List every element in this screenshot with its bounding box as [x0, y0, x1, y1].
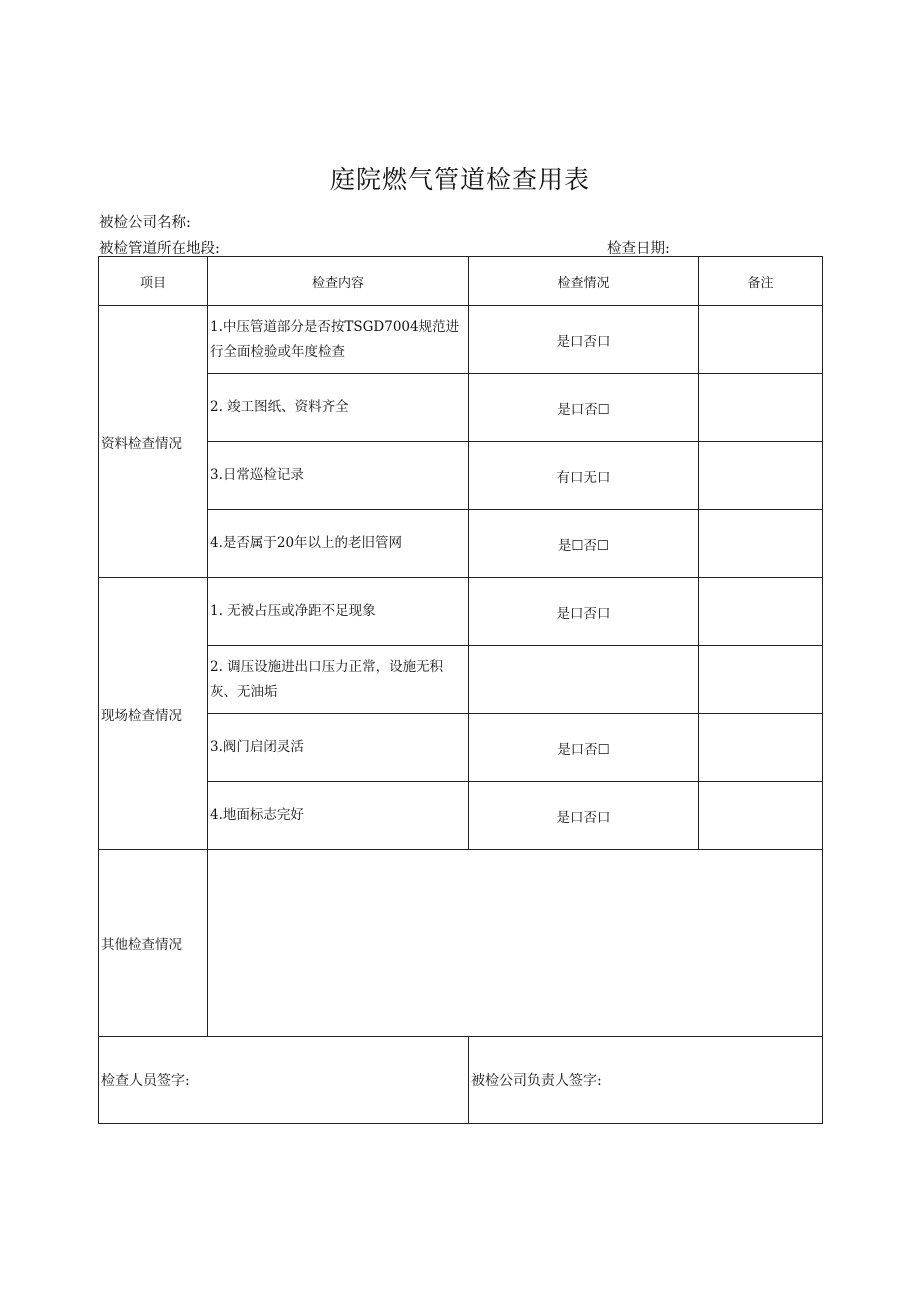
row-content: 1. 无被占压或净距不足现象 — [208, 578, 469, 646]
pipeline-location-label: 被检管道所在地段: — [99, 241, 220, 257]
other-inspection-row — [99, 850, 823, 1037]
row-remark[interactable] — [699, 646, 823, 714]
table-row — [99, 510, 823, 578]
table-row — [99, 714, 823, 782]
inspection-table — [98, 256, 823, 1124]
header-status: 检查情况 — [469, 257, 699, 306]
inspection-date-label: 检查日期: — [607, 241, 670, 257]
table-row — [99, 442, 823, 510]
row-content: 1.中压管道部分是否按TSGD7004规范进行全面检验或年度检查 — [208, 306, 469, 374]
row-content: 4.地面标志完好 — [208, 782, 469, 850]
row-status[interactable]: 是口否口 — [469, 306, 699, 374]
other-inspection-field[interactable] — [208, 850, 823, 1037]
row-remark[interactable] — [699, 306, 823, 374]
row-status[interactable]: 是☐否☐ — [469, 510, 699, 578]
header-item: 项目 — [99, 257, 208, 306]
header-remark: 备注 — [699, 257, 823, 306]
company-signature-label: 被检公司负责人签字: — [471, 1073, 602, 1089]
row-status[interactable]: 是口否☐ — [469, 714, 699, 782]
row-remark[interactable] — [699, 510, 823, 578]
row-remark[interactable] — [699, 578, 823, 646]
row-content: 4.是否属于20年以上的老旧管网 — [208, 510, 469, 578]
other-inspection-label: 其他检查情况 — [99, 850, 208, 1037]
row-remark[interactable] — [699, 714, 823, 782]
section-label-documents: 资料检查情况 — [99, 306, 208, 578]
table-row — [99, 374, 823, 442]
signature-row — [99, 1037, 823, 1124]
form-title: 庭院燃气管道检查用表 — [329, 165, 590, 194]
row-content: 3.阀门启闭灵活 — [208, 714, 469, 782]
row-content: 2. 调压设施进出口压力正常，设施无积灰、无油垢 — [208, 646, 469, 714]
row-status[interactable]: 是口否口 — [469, 782, 699, 850]
table-row — [99, 646, 823, 714]
section-label-onsite: 现场检查情况 — [99, 578, 208, 850]
row-remark[interactable] — [699, 374, 823, 442]
company-signature-field[interactable] — [469, 1037, 823, 1124]
table-row — [99, 578, 823, 646]
table-row — [99, 782, 823, 850]
row-remark[interactable] — [699, 782, 823, 850]
table-row — [99, 306, 823, 374]
row-status[interactable]: 有口无口 — [469, 442, 699, 510]
row-remark[interactable] — [699, 442, 823, 510]
row-content: 2. 竣工图纸、资料齐全 — [208, 374, 469, 442]
company-name-label: 被检公司名称: — [99, 215, 191, 231]
inspector-signature-label: 检查人员签字: — [101, 1073, 190, 1089]
inspector-signature-field[interactable] — [99, 1037, 469, 1124]
header-content: 检查内容 — [208, 257, 469, 306]
table-header-row — [99, 257, 823, 306]
row-status[interactable]: 是口否☐ — [469, 374, 699, 442]
row-status[interactable] — [469, 646, 699, 714]
row-status[interactable]: 是口否口 — [469, 578, 699, 646]
row-content: 3.日常巡检记录 — [208, 442, 469, 510]
